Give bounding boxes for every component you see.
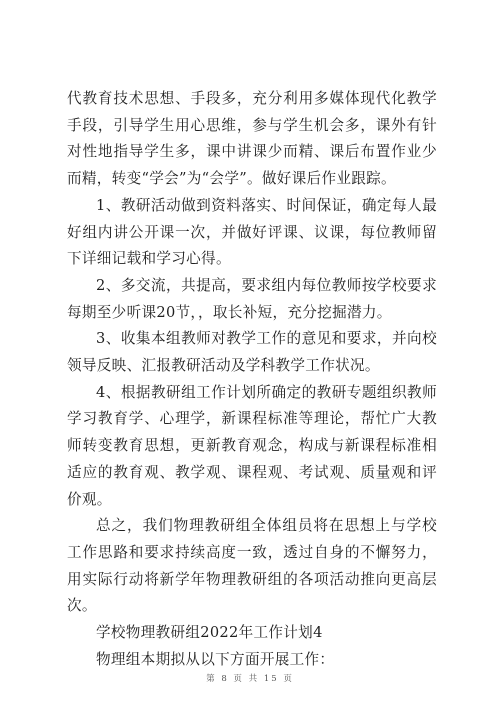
paragraph-3: 2、多交流，共提高，要求组内每位教师按学校要求每期至少听课20节，，取长补短，充分挖掘潜力。: [67, 276, 437, 321]
paragraph-1: 代教育技术思想、手段多，充分利用多媒体现代化教学手段，引导学生用心思维，参与学生机会多，课外有针对性地指导学生多，课中讲课少而精、课后布置作业少而精，转变“学会”为“会学”。做好课后作业跟踪。: [67, 90, 437, 188]
paragraph-7: 物理组本期拟从以下方面开展工作：: [96, 650, 335, 668]
paragraph-4: 3、收集本组教师对教学工作的意见和要求，并向校领导反映、汇报教研活动及学科教学工作状况。: [67, 330, 437, 375]
section-heading: 学校物理教研组2022年工作计划4: [96, 624, 323, 642]
paragraph-2: 1、教研活动做到资料落实、时间保证，确定每人最好组内讲公开课一次，并做好评课、议课，每位教师留下详细记载和学习心得。: [67, 196, 437, 268]
paragraph-6: 总之，我们物理教研组全体组员将在思想上与学校工作思路和要求持续高度一致，透过自身的不懈努力，用实际行动将新学年物理教研组的各项活动推向更高层次。: [67, 517, 437, 615]
document-body: [67, 86, 437, 673]
page-number-footer: 第 8 页 共 15 页: [206, 674, 294, 684]
paragraph-5: 4、根据教研组工作计划所确定的教研专题组织教师学习教育学、心理学，新课程标准等理论，帮忙广大教师转变教育思想，更新教育观念，构成与新课程标准相适应的教育观、教学观、课程观、考试观、质量观和评价观。: [67, 383, 437, 508]
